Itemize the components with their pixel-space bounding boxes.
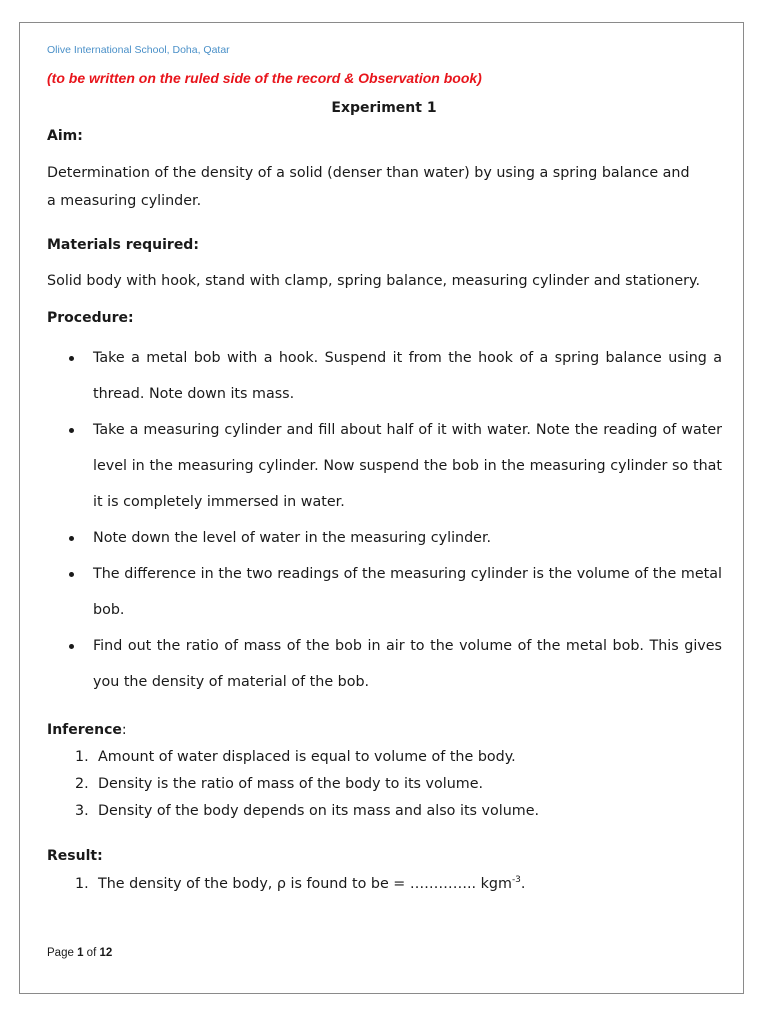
procedure-list [47, 340, 722, 700]
current-page-number: 1 [77, 947, 84, 959]
result-list [47, 871, 722, 898]
materials-heading: Materials required: [47, 237, 199, 253]
list-item: 1. The density of the body, ρ is found to be = ………….. kgm$^{-3}$. [75, 875, 526, 892]
list-item: 1. Amount of water displaced is equal to volume of the body. [75, 749, 516, 765]
list-item: Find out the ratio of mass of the bob in air to the volume of the metal bob. This gives you the density of material of the bob. [47, 628, 722, 700]
bullet-icon [69, 356, 74, 361]
aim-heading: Aim: [47, 128, 83, 144]
list-item: Take a metal bob with a hook. Suspend it from the hook of a spring balance using a thread. Note down its mass. [47, 340, 722, 412]
materials-text: Solid body with hook, stand with clamp, spring balance, measuring cylinder and stationery. [47, 273, 701, 289]
list-item: Take a measuring cylinder and fill about half of it with water. Note the reading of water level in the measuring cylinder. Now suspend the bob in the measuring cylinder so that it is completely immersed in water. [47, 412, 722, 520]
list-item: 2. Density is the ratio of mass of the body to its volume. [75, 776, 484, 792]
inference-heading: Inference: [47, 722, 127, 738]
bullet-icon [69, 428, 74, 433]
aim-line: a measuring cylinder. [47, 193, 202, 209]
aim-text [47, 159, 722, 215]
aim-line: Determination of the density of a solid (denser than water) by using a spring balance and [47, 165, 690, 181]
list-item: The difference in the two readings of the measuring cylinder is the volume of the metal bob. [47, 556, 722, 628]
procedure-heading: Procedure: [47, 310, 134, 326]
bullet-icon [69, 644, 74, 649]
total-page-number: 12 [99, 947, 113, 959]
list-item: 3. Density of the body depends on its mass and also its volume. [75, 803, 540, 819]
result-heading: Result: [47, 848, 103, 864]
list-item: Note down the level of water in the measuring cylinder. [47, 520, 722, 556]
writing-instruction: (to be written on the ruled side of the record & Observation book) [47, 70, 482, 86]
bullet-icon [69, 572, 74, 577]
page-footer: Page 1 of 12 [47, 947, 113, 959]
experiment-title: Experiment 1 [331, 100, 437, 116]
bullet-icon [69, 536, 74, 541]
inference-list [47, 744, 722, 825]
school-header: Olive International School, Doha, Qatar [47, 44, 230, 56]
